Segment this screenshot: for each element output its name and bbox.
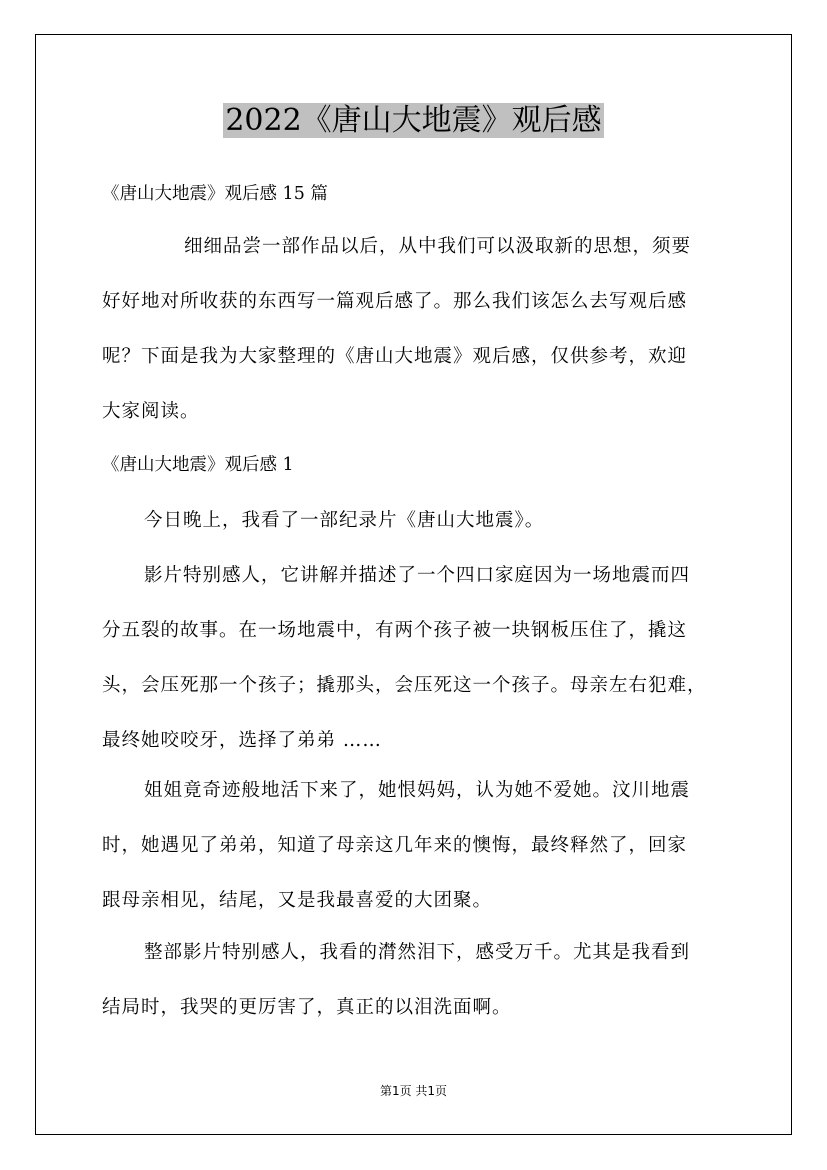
- section-heading: 《唐山大地震》观后感 1: [102, 455, 294, 475]
- paragraph-line: 今日晚上，我看了一部纪录片《唐山大地震》。: [144, 510, 545, 531]
- paragraph-line: 最终她咬咬牙，选择了弟弟 ……: [102, 730, 382, 751]
- paragraph-line: 头，会压死那一个孩子；撬那头，会压死这一个孩子。母亲左右犯难，: [102, 675, 707, 696]
- paragraph-4: [102, 925, 742, 1035]
- intro-paragraph: [102, 219, 742, 439]
- paragraph-line: 结局时，我哭的更厉害了，真正的以泪洗面啊。: [102, 997, 512, 1018]
- subtitle: 《唐山大地震》观后感 15 篇: [102, 184, 328, 204]
- paragraph-line: 跟母亲相见，结尾，又是我最喜爱的大团聚。: [102, 890, 493, 911]
- paragraph-line: 姐姐竟奇迹般地活下来了，她恨妈妈，认为她不爱她。汶川地震: [144, 780, 691, 801]
- intro-line: 细细品尝一部作品以后，从中我们可以汲取新的思想，须要: [184, 236, 692, 257]
- paragraph-line: 时，她遇见了弟弟，知道了母亲这几年来的懊悔，最终释然了，回家: [102, 835, 688, 856]
- intro-line: 呢？下面是我为大家整理的《唐山大地震》观后感，仅供参考，欢迎: [102, 346, 688, 367]
- document-title-wrap: [0, 101, 827, 141]
- intro-line: 大家阅读。: [102, 401, 200, 422]
- page-footer: 第1页 共1页: [379, 1084, 448, 1098]
- paragraph-3: [102, 763, 742, 928]
- document-title: 2022《唐山大地震》观后感: [225, 103, 602, 138]
- paragraph-2: [102, 548, 742, 768]
- paragraph-1: [102, 493, 742, 548]
- paragraph-line: 整部影片特别感人，我看的潸然泪下，感受万千。尤其是我看到: [144, 942, 691, 963]
- intro-line: 好好地对所收获的东西写一篇观后感了。那么我们该怎么去写观后感: [102, 291, 688, 312]
- paragraph-line: 影片特别感人，它讲解并描述了一个四口家庭因为一场地震而四: [144, 565, 691, 586]
- paragraph-line: 分五裂的故事。在一场地震中，有两个孩子被一块钢板压住了，撬这: [102, 620, 688, 641]
